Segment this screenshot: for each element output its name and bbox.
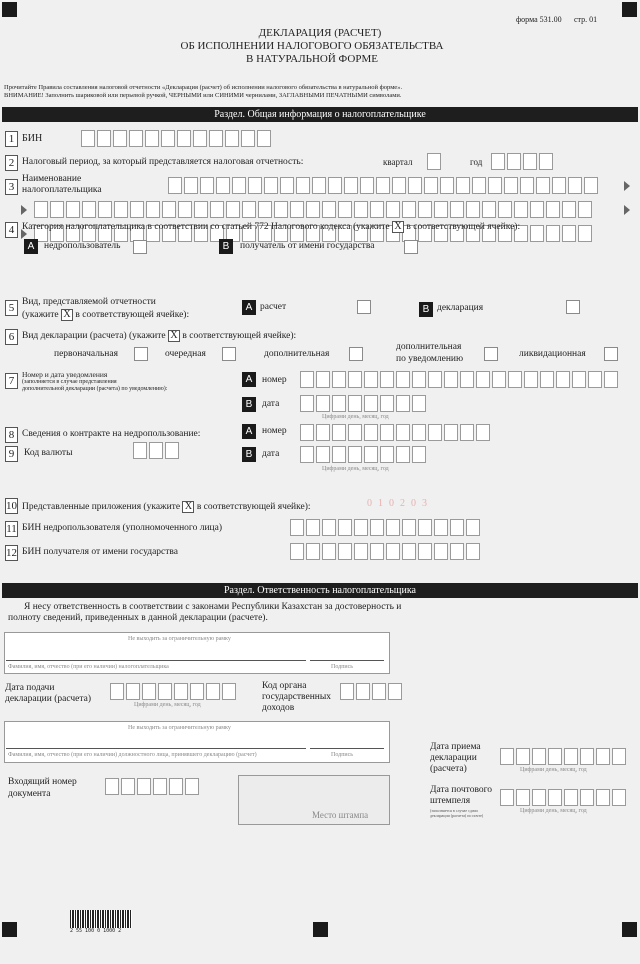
quarter-input[interactable] <box>427 153 441 170</box>
currency-code-label: Код валюты <box>24 448 73 458</box>
taxpayer-name-cells-row1[interactable] <box>168 177 598 194</box>
row-number: 9 <box>5 446 18 462</box>
option-b-marker: B <box>242 397 256 412</box>
frame-note: Не выходить за ограничительную рамку <box>128 636 231 642</box>
fio-line <box>6 748 306 749</box>
barcode <box>70 910 132 928</box>
contract-date-label: дата <box>262 449 280 459</box>
bin-state-recipient-cells[interactable] <box>290 543 480 560</box>
taxpayer-name-label-1: Наименование <box>22 174 82 184</box>
initial-label: первоначальная <box>54 349 118 359</box>
org-code-label-3: доходов <box>262 703 295 713</box>
regular-label: очередная <box>165 349 206 359</box>
postmark-date-label-1: Дата почтового <box>430 785 493 795</box>
official-fio-hint: Фамилия, имя, отчество (при его наличии) должностного лица, принявшего декларацию (расчет) <box>8 752 257 758</box>
accept-date-label-3: (расчета) <box>430 764 467 774</box>
incoming-number-cells[interactable] <box>105 778 199 795</box>
report-type-label-1: Вид, представляемой отчетности <box>22 297 156 307</box>
row-number: 5 <box>5 300 18 316</box>
contract-label: Сведения о контракте на недропользование: <box>22 429 201 439</box>
bin-state-recipient-label: БИН получателя от имени государства <box>22 547 178 557</box>
row-number: 1 <box>5 131 18 147</box>
accept-date-label-2: декларации <box>430 753 477 763</box>
org-code-label-1: Код органа <box>262 681 307 691</box>
year-label: год <box>470 157 483 167</box>
calc-label: расчет <box>260 302 287 312</box>
row-number: 6 <box>5 329 18 345</box>
section-general-info-title: Раздел. Общая информация о налогоплательщике <box>2 107 638 122</box>
continue-arrow-icon <box>21 205 27 215</box>
bin-subsoil-user-label: БИН недропользователя (уполномоченного лица) <box>22 523 222 533</box>
x-sample-box: X <box>182 501 194 513</box>
form-code: форма 531.00 <box>516 15 562 24</box>
incoming-number-label-2: документа <box>8 789 51 799</box>
state-recipient-label: получатель от имени государства <box>240 241 375 251</box>
taxpayer-name-label-2: налогоплательщика <box>22 185 102 195</box>
tax-period-label: Налоговый период, за который представляется налоговая отчетность: <box>22 157 304 167</box>
accept-date-cells[interactable] <box>500 748 626 765</box>
continue-arrow-icon <box>624 205 630 215</box>
corner-marker <box>622 2 637 17</box>
notice-number-cells[interactable] <box>300 371 618 388</box>
option-a-marker: A <box>242 300 256 315</box>
x-sample-box: X <box>61 309 73 321</box>
signature-line <box>310 748 384 749</box>
contract-date-cells[interactable] <box>300 446 426 463</box>
notice-number-label: номер <box>262 375 287 385</box>
attachments-label: Представленные приложения (укажите X в соответствующей ячейке): <box>22 501 311 513</box>
additional-notice-label-2: по уведомлению <box>396 354 464 364</box>
date-hint: Цифрами день, месяц, год <box>520 767 587 773</box>
responsibility-statement-2: полноту сведений, приведенных в данной декларации (расчете). <box>8 613 268 623</box>
corner-marker <box>313 922 328 937</box>
additional-notice-checkbox[interactable] <box>484 347 498 361</box>
date-hint: Цифрами день, месяц, год <box>322 414 389 420</box>
additional-notice-label-1: дополнительная <box>396 342 462 352</box>
continue-arrow-icon <box>624 181 630 191</box>
initial-checkbox[interactable] <box>134 347 148 361</box>
state-recipient-checkbox[interactable] <box>404 240 418 254</box>
date-hint: Цифрами день, месяц, год <box>520 808 587 814</box>
barcode-digits: 2 55 100 0 1000 2 <box>70 928 122 934</box>
option-b-marker: B <box>219 239 233 254</box>
additional-label: дополнительная <box>264 349 330 359</box>
responsibility-statement-1: Я несу ответственность в соответствии с законами Республики Казахстан за достоверность и <box>24 602 402 612</box>
incoming-number-label-1: Входящий номер <box>8 777 77 787</box>
report-type-label-2: (укажите X в соответствующей ячейке): <box>22 309 190 321</box>
postmark-date-cells[interactable] <box>500 789 626 806</box>
date-hint: Цифрами день, месяц, год <box>134 702 201 708</box>
declaration-label: декларация <box>437 303 484 313</box>
fio-line <box>6 660 306 661</box>
contract-number-cells[interactable] <box>300 424 490 441</box>
quarter-label: квартал <box>383 157 413 167</box>
row-number: 3 <box>5 179 18 195</box>
instructions-line1: Прочитайте Правила составления налоговой отчетности «Декларация (расчет) об исполнении налогового обязательства в натуральной форме». <box>4 84 403 91</box>
notice-date-cells[interactable] <box>300 395 426 412</box>
corner-marker <box>622 922 637 937</box>
submit-date-cells[interactable] <box>110 683 236 700</box>
form-title-line3: В НАТУРАЛЬНОЙ ФОРМЕ <box>246 53 378 65</box>
signature-line <box>310 660 384 661</box>
bin-input-cells[interactable] <box>81 130 271 147</box>
taxpayer-name-cells-row2[interactable] <box>34 201 592 218</box>
corner-marker <box>2 2 17 17</box>
form-title-line1: ДЕКЛАРАЦИЯ (РАСЧЕТ) <box>258 27 382 39</box>
instructions-line2: ВНИМАНИЕ! Заполнить шариковой или перьевой ручкой, ЧЕРНЫМИ или СИНИМИ чернилами, ЗАГЛАВНЫМИ ПЕЧАТНЫМИ символами. <box>4 92 402 99</box>
row-number: 4 <box>5 222 18 238</box>
row-number: 10 <box>6 500 17 512</box>
org-code-cells[interactable] <box>340 683 402 700</box>
accept-date-label-1: Дата приема <box>430 742 481 752</box>
attachment-boxes[interactable]: 010203 <box>367 498 433 509</box>
row-number: 11 <box>6 523 17 535</box>
declaration-checkbox[interactable] <box>566 300 580 314</box>
year-input-cells[interactable] <box>491 153 553 170</box>
x-sample-box: X <box>392 221 404 233</box>
liquidation-checkbox[interactable] <box>604 347 618 361</box>
postmark-note: (заполняется в случае сдачи декларации (расчета) по почте) <box>430 808 484 818</box>
frame-note: Не выходить за ограничительную рамку <box>128 725 231 731</box>
signature-hint: Подпись <box>331 752 354 758</box>
row-number: 8 <box>5 427 18 443</box>
submit-date-label-1: Дата подачи <box>5 683 55 693</box>
subsoil-user-checkbox[interactable] <box>133 240 147 254</box>
signature-hint: Подпись <box>331 664 354 670</box>
option-a-marker: A <box>242 372 256 387</box>
corner-marker <box>2 922 17 937</box>
section-responsibility-title: Раздел. Ответственность налогоплательщика <box>2 583 638 598</box>
notice-date-label: дата <box>262 399 280 409</box>
taxpayer-fio-hint: Фамилия, имя, отчество (при его наличии) налогоплательщика <box>8 664 169 670</box>
notice-label-3: дополнительной декларации (расчета) по уведомлению): <box>22 386 168 392</box>
additional-checkbox[interactable] <box>349 347 363 361</box>
option-a-marker: A <box>24 239 38 254</box>
subsoil-user-label: недропользователь <box>44 241 121 251</box>
bin-label: БИН <box>22 133 43 144</box>
postmark-date-label-2: штемпеля <box>430 796 471 806</box>
regular-checkbox[interactable] <box>222 347 236 361</box>
notice-label-1: Номер и дата уведомления <box>22 370 108 379</box>
x-sample-box: X <box>168 330 180 342</box>
option-b-marker: B <box>242 447 256 462</box>
stamp-place-label: Место штампа <box>312 810 369 820</box>
org-code-label-2: государственных <box>262 692 332 702</box>
notice-label-2: (заполняется в случае представления <box>22 379 117 385</box>
row-number: 2 <box>5 155 18 171</box>
option-b-marker: B <box>419 302 433 317</box>
row-number: 7 <box>5 373 18 389</box>
row-number: 12 <box>6 547 17 559</box>
contract-number-label: номер <box>262 426 287 436</box>
category-label: Категория налогоплательщика в соответствии со статьей 772 Налогового кодекса (укажите X в соответствующей ячейке): <box>22 221 521 233</box>
page-number: стр. 01 <box>574 15 598 24</box>
calc-checkbox[interactable] <box>357 300 371 314</box>
form-title-line2: ОБ ИСПОЛНЕНИИ НАЛОГОВОГО ОБЯЗАТЕЛЬСТВА <box>180 40 444 52</box>
submit-date-label-2: декларации (расчета) <box>5 694 92 704</box>
liquidation-label: ликвидационная <box>519 349 586 359</box>
option-a-marker: A <box>242 424 256 439</box>
currency-code-cells[interactable] <box>133 442 179 459</box>
date-hint: Цифрами день, месяц, год <box>322 466 389 472</box>
bin-subsoil-user-cells[interactable] <box>290 519 480 536</box>
decl-type-label: Вид декларации (расчета) (укажите X в соответствующей ячейке): <box>22 330 297 342</box>
